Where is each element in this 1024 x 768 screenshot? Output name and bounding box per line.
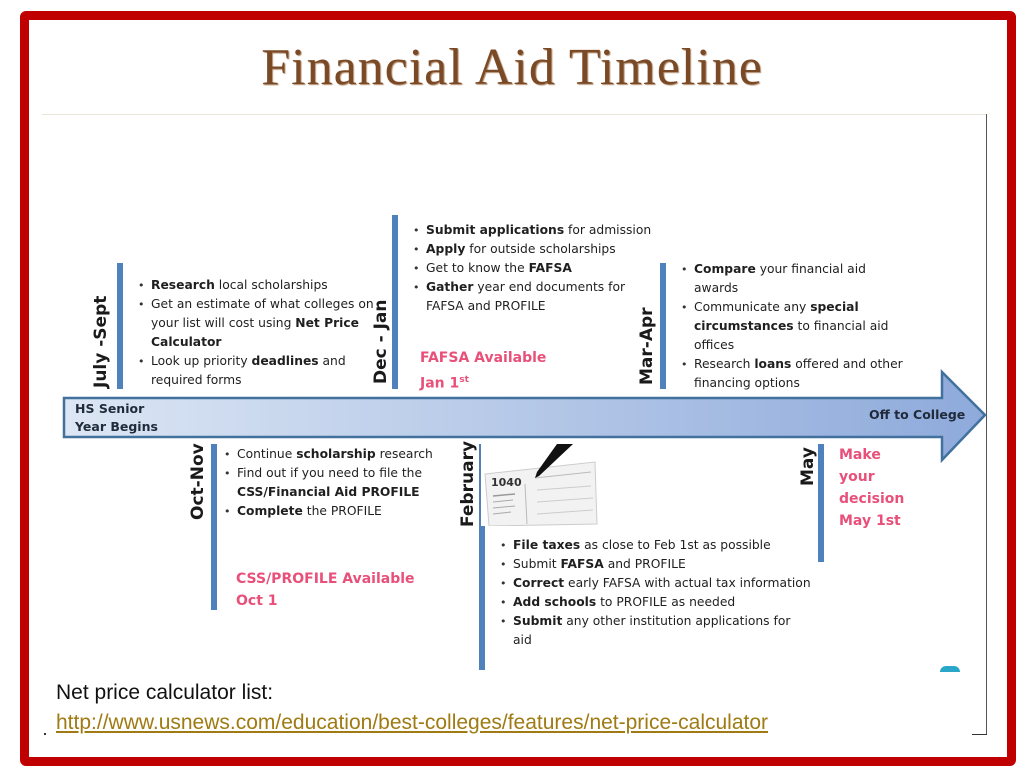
list-item	[237, 464, 437, 502]
item-bold: CSS/Financial Aid PROFILE	[237, 485, 420, 499]
item-bold: Net Price Calculator	[151, 316, 360, 349]
item-text: local scholarships	[214, 278, 328, 292]
tax-form-image-icon	[481, 444, 599, 526]
period-list-july-sept	[137, 276, 381, 390]
item-bold: Add schools	[513, 595, 597, 609]
list-item	[694, 298, 914, 355]
item-text: the PROFILE	[302, 504, 382, 518]
list-item	[694, 260, 914, 298]
item-bold: loans	[754, 357, 792, 371]
highlight-line: decision	[839, 491, 905, 507]
item-text: any other institution applications for aid	[513, 614, 791, 647]
net-price-note: Net price calculator list:	[56, 681, 274, 704]
period-list-february	[499, 536, 813, 650]
highlight-line: your	[839, 469, 875, 485]
item-text: research	[375, 447, 433, 461]
list-item	[426, 221, 656, 240]
period-bar-july-sept	[117, 263, 123, 389]
list-item	[237, 502, 437, 521]
period-label-july-sept: July -Sept	[91, 295, 111, 388]
highlight-line: CSS/PROFILE Available	[236, 571, 415, 587]
item-bold: Submit	[513, 614, 563, 628]
period-label-oct-nov: Oct-Nov	[188, 443, 208, 520]
css-profile-available-note	[236, 568, 415, 612]
item-text: and required forms	[151, 354, 346, 387]
make-decision-note	[839, 444, 904, 532]
list-item	[694, 355, 914, 393]
period-label-may: May	[798, 447, 818, 486]
arrow-end-label: Off to College	[869, 407, 966, 422]
period-list-mar-apr	[680, 260, 914, 393]
item-text: Get an estimate of what colleges on your list will cost using	[151, 297, 374, 330]
start-label-line: HS Senior	[75, 401, 145, 416]
item-text: and PROFILE	[603, 557, 686, 571]
list-item	[426, 240, 656, 259]
item-text: Find out if you need to file the	[237, 466, 423, 480]
item-bold: Compare	[694, 262, 756, 276]
item-text: offered and other financing options	[694, 357, 903, 390]
highlight-date: Jan 1	[420, 375, 460, 392]
item-bold: deadlines	[251, 354, 319, 368]
period-label-february: February	[458, 440, 478, 527]
svg-text:1040: 1040	[491, 476, 522, 489]
list-item	[513, 555, 813, 574]
item-text: to PROFILE as needed	[596, 595, 736, 609]
item-text: for admission	[564, 223, 652, 237]
item-text: your financial aid awards	[694, 262, 866, 295]
item-text: Submit	[513, 557, 561, 571]
period-bar-dec-jan	[392, 215, 398, 389]
item-bold: FAFSA	[528, 261, 572, 275]
list-item	[513, 612, 813, 650]
highlight-line: Make	[839, 447, 881, 463]
item-text: Continue	[237, 447, 297, 461]
slide-title: Financial Aid Timeline	[261, 39, 763, 96]
item-text: Research	[694, 357, 755, 371]
item-text: to financial aid offices	[694, 319, 889, 352]
period-label-mar-apr: Mar-Apr	[637, 307, 657, 385]
item-text: year end documents for FAFSA and PROFILE	[426, 280, 626, 313]
item-bold: Submit applications	[426, 223, 565, 237]
item-text: for outside scholarships	[465, 242, 616, 256]
period-list-dec-jan	[412, 221, 656, 316]
arrow-start-label	[75, 400, 158, 436]
highlight-sup: st	[459, 375, 469, 385]
list-item	[237, 445, 437, 464]
net-price-calculator-link[interactable]: http://www.usnews.com/education/best-colleges/features/net-price-calculator	[56, 711, 769, 734]
list-item	[513, 574, 813, 593]
highlight-line: May 1st	[839, 513, 901, 529]
list-item	[426, 278, 656, 316]
item-bold: scholarship	[296, 447, 376, 461]
item-text: Get to know the	[426, 261, 529, 275]
item-text: as close to Feb 1st as possible	[580, 538, 771, 552]
list-item	[151, 352, 381, 390]
item-bold: Complete	[237, 504, 303, 518]
highlight-line	[420, 369, 546, 395]
list-item	[151, 276, 381, 295]
period-bar-oct-nov	[211, 444, 217, 610]
period-list-oct-nov	[223, 445, 437, 521]
highlight-line: Oct 1	[236, 593, 278, 609]
list-item	[513, 536, 813, 555]
item-text: Communicate any	[694, 300, 811, 314]
list-item	[426, 259, 656, 278]
item-bold: File taxes	[513, 538, 581, 552]
item-bold: FAFSA	[560, 557, 604, 571]
list-item	[151, 295, 381, 352]
item-bold: Correct	[513, 576, 565, 590]
list-item	[513, 593, 813, 612]
item-bold: Gather	[426, 280, 474, 294]
item-bold: special circumstances	[694, 300, 859, 333]
period-bar-mar-apr	[660, 263, 666, 389]
start-label-line: Year Begins	[75, 419, 158, 434]
item-bold: Apply	[426, 242, 466, 256]
period-label-dec-jan: Dec - Jan	[371, 299, 391, 384]
item-bold: Research	[151, 278, 215, 292]
highlight-line: FAFSA Available	[420, 350, 547, 366]
fafsa-available-note	[420, 347, 546, 395]
item-text: Look up priority	[151, 354, 252, 368]
item-text: early FAFSA with actual tax information	[564, 576, 811, 590]
period-bar-may	[818, 444, 824, 562]
